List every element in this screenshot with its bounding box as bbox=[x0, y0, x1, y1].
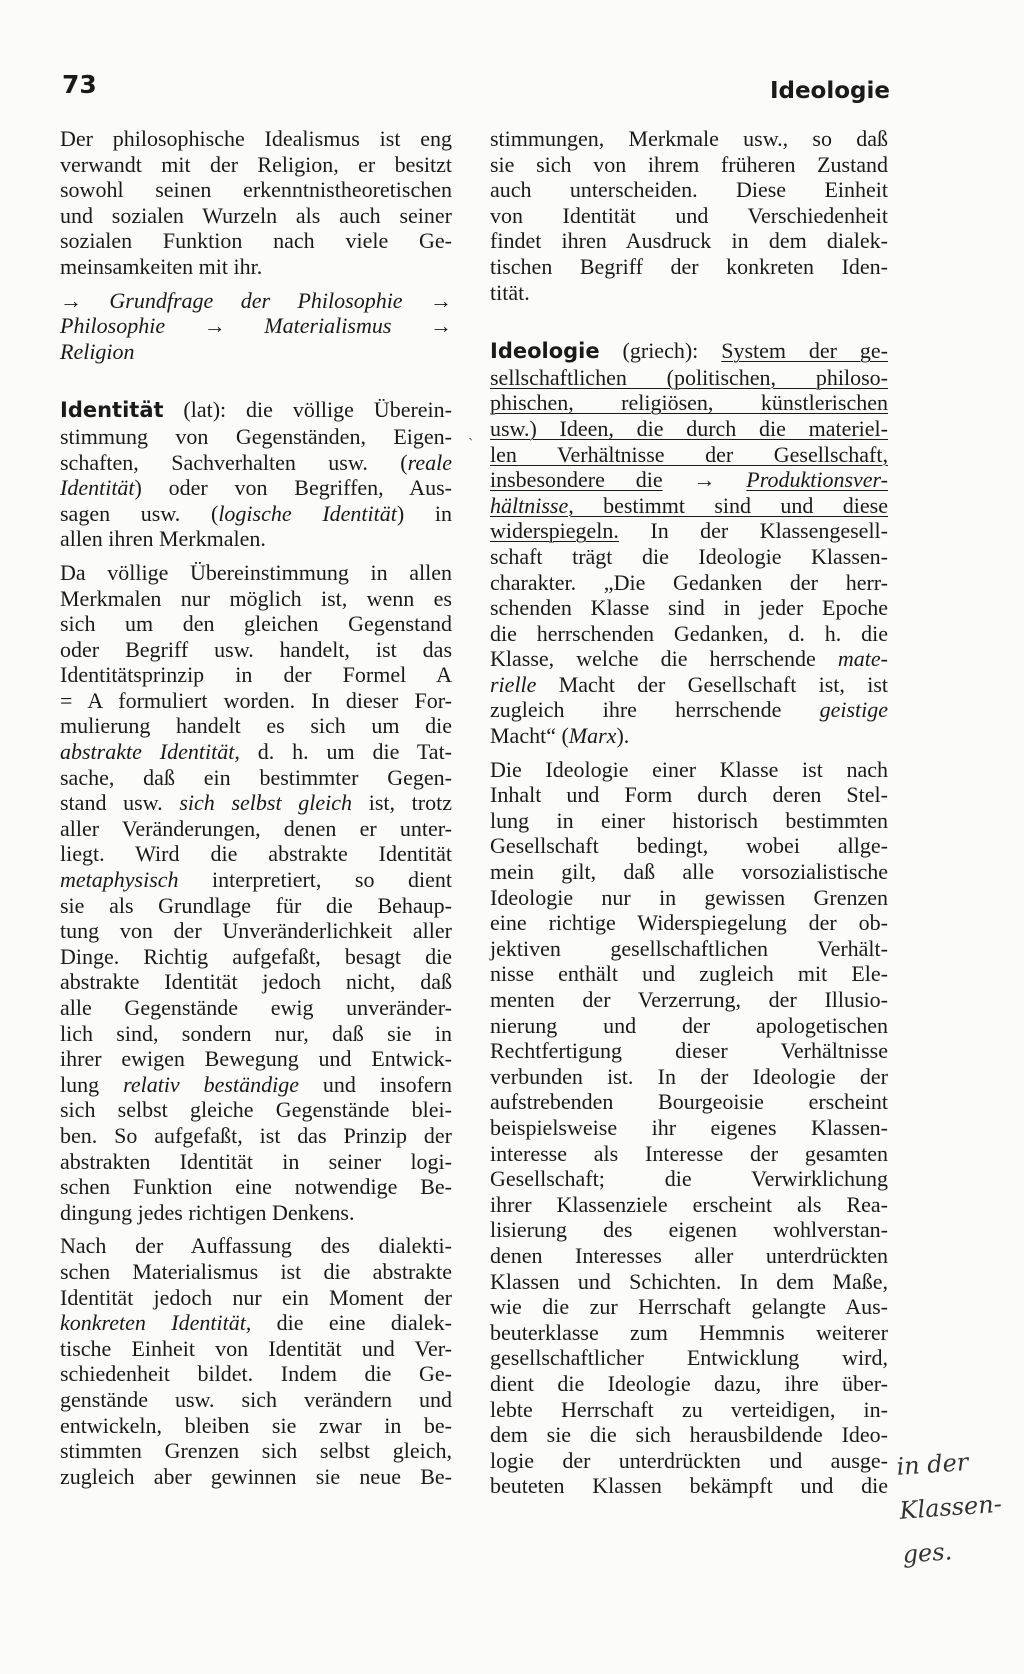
page-number: 73 bbox=[62, 70, 97, 99]
text-line bbox=[60, 177, 452, 203]
text-line bbox=[490, 177, 888, 203]
text-run: sie als Grundlage für die Behaup- bbox=[60, 892, 452, 918]
text-run: Ideologie nur in gewissen Grenzen bbox=[490, 884, 888, 910]
spacer bbox=[490, 749, 888, 757]
text-run: und insofern bbox=[298, 1071, 452, 1097]
text-run: sagen usw. ( bbox=[60, 500, 219, 526]
text-line bbox=[490, 442, 888, 468]
text-run: eine richtige Widerspiegelung der ob- bbox=[490, 910, 888, 936]
text-line bbox=[490, 595, 888, 621]
text-run: geistige bbox=[819, 697, 888, 723]
text-run: Identität jedoch nur ein Moment der bbox=[60, 1284, 452, 1310]
text-run: schiedenheit bildet. Indem die Ge- bbox=[60, 1361, 452, 1387]
text-line bbox=[490, 254, 888, 280]
text-run: interpretiert, so dient bbox=[178, 867, 452, 893]
text-run: entwickeln, bleiben sie zwar in be- bbox=[60, 1412, 452, 1438]
spacer bbox=[490, 305, 888, 338]
text-line bbox=[60, 1387, 452, 1413]
text-line bbox=[60, 1072, 452, 1098]
text-run: beispielsweise ihr eigenes Klassen- bbox=[490, 1114, 888, 1140]
text-run: aller Veränderungen, denen er unter- bbox=[60, 815, 452, 841]
text-run: Die Ideologie einer Klasse ist nach bbox=[490, 756, 888, 782]
text-line bbox=[60, 1285, 452, 1311]
text-line bbox=[60, 1123, 452, 1149]
text-run: tung von der Unveränderlichkeit aller bbox=[60, 918, 452, 944]
text-run: In der Klassengesell- bbox=[618, 518, 888, 544]
text-run: schen Funktion eine notwendige Be- bbox=[60, 1174, 452, 1200]
text-line bbox=[60, 313, 452, 339]
text-run: bestimmt sind und diese bbox=[573, 492, 888, 518]
text-run: Macht“ ( bbox=[490, 723, 569, 749]
text-line bbox=[490, 365, 888, 391]
text-line bbox=[490, 723, 888, 749]
text-run: (lat): die völlige Überein- bbox=[163, 397, 452, 423]
text-line bbox=[60, 1200, 452, 1226]
text-run: charakter. „Die Gedanken der herr- bbox=[490, 569, 888, 595]
text-run: schaft trägt die Ideologie Klassen- bbox=[490, 543, 888, 569]
text-run: liegt. Wird die abstrakte Identität bbox=[60, 841, 452, 867]
text-line bbox=[490, 1013, 888, 1039]
text-line bbox=[60, 586, 452, 612]
text-run: verbunden ist. In der Ideologie der bbox=[490, 1063, 888, 1089]
text-run: menten der Verzerrung, der Illusio- bbox=[490, 987, 888, 1012]
text-line bbox=[490, 1115, 888, 1141]
text-line bbox=[490, 697, 888, 723]
text-run: Gesellschaft bedingt, wobei allge- bbox=[490, 833, 888, 859]
text-run: sich selbst gleiche Gegenstände blei- bbox=[60, 1097, 452, 1123]
text-run: schaften, Sachverhalten usw. ( bbox=[60, 449, 408, 475]
text-run: stimmten Grenzen sich selbst gleich, bbox=[60, 1438, 452, 1464]
text-line bbox=[60, 688, 452, 714]
text-run: konkreten Identität, bbox=[60, 1310, 252, 1336]
text-line bbox=[60, 288, 452, 314]
text-run: stimmung von Gegenständen, Eigen- bbox=[60, 423, 452, 449]
crossref-link: hältnisse, bbox=[490, 492, 574, 518]
text-run: ) in bbox=[396, 500, 452, 526]
text-line bbox=[490, 1422, 888, 1448]
text-run: verwandt mit der Religion, er besitzt bbox=[60, 151, 452, 177]
text-line bbox=[60, 867, 452, 893]
text-run: Rechtfertigung dieser Verhältnisse bbox=[490, 1038, 888, 1064]
text-run: Klasse, welche die herrschende bbox=[490, 646, 838, 672]
text-run: Merkmalen nur möglich ist, wenn es bbox=[60, 585, 452, 611]
text-line bbox=[60, 995, 452, 1021]
text-run: ihrer ewigen Bewegung und Entwick- bbox=[60, 1046, 452, 1072]
text-run: lich sind, sondern nur, daß sie in bbox=[60, 1020, 452, 1046]
text-line bbox=[490, 621, 888, 647]
text-line bbox=[490, 936, 888, 962]
text-run: ist, trotz bbox=[352, 790, 453, 816]
text-run: sache, daß ein bestimmter Gegen- bbox=[60, 764, 452, 790]
text-run: abstrakten Identität in seiner logi- bbox=[60, 1148, 452, 1174]
text-line bbox=[60, 152, 452, 178]
text-line bbox=[490, 1345, 888, 1371]
spacer bbox=[60, 280, 452, 288]
text-line bbox=[60, 475, 452, 501]
text-run: sozialen Funktion nach viele Ge- bbox=[60, 228, 452, 254]
text-run: logische Identität bbox=[218, 500, 397, 526]
text-run: interesse als Interesse der gesamten bbox=[490, 1140, 888, 1166]
text-line bbox=[60, 918, 452, 944]
text-run: System der ge- bbox=[721, 338, 889, 364]
text-run: sich selbst gleich bbox=[179, 790, 353, 816]
margin-note-line: ges. bbox=[901, 1537, 954, 1569]
text-run: gesellschaftlicher Entwicklung wird, bbox=[490, 1345, 888, 1371]
text-line bbox=[490, 672, 888, 698]
text-run: jektiven gesellschaftlichen Verhält- bbox=[490, 935, 888, 961]
text-line bbox=[60, 254, 452, 280]
crossref-arrow-icon: → bbox=[165, 313, 265, 339]
text-line bbox=[490, 1217, 888, 1243]
text-line bbox=[490, 203, 888, 229]
text-line bbox=[60, 560, 452, 586]
text-run: wie die zur Herrschaft gelangte Aus- bbox=[490, 1294, 888, 1320]
text-run: ben. So aufgefaßt, ist das Prinzip der bbox=[60, 1122, 452, 1148]
text-line bbox=[60, 339, 452, 365]
text-line bbox=[490, 1141, 888, 1167]
text-run: relativ beständige bbox=[123, 1071, 299, 1097]
text-line bbox=[490, 1371, 888, 1397]
crossref-link: Materialismus bbox=[264, 313, 392, 339]
text-run: Da völlige Übereinstimmung in allen bbox=[60, 559, 452, 585]
text-line bbox=[490, 782, 888, 808]
text-run: insbesondere die bbox=[490, 467, 663, 493]
spacer bbox=[60, 552, 452, 560]
text-run: die eine dialek- bbox=[251, 1310, 452, 1336]
margin-tick-mark: ` bbox=[468, 436, 474, 453]
text-run: abstrakte Identität jedoch nicht, daß bbox=[60, 969, 452, 995]
crossref-arrow-icon: → bbox=[391, 313, 453, 339]
text-line bbox=[60, 1438, 452, 1464]
text-run: reale bbox=[407, 449, 452, 475]
crossref-arrow-icon: → bbox=[662, 467, 747, 493]
text-run: widerspiegeln. bbox=[490, 518, 619, 544]
text-line bbox=[490, 833, 888, 859]
text-run: tischen Begriff der konkreten Iden- bbox=[490, 253, 888, 279]
text-line bbox=[490, 544, 888, 570]
text-run: lung bbox=[60, 1071, 124, 1097]
text-line bbox=[490, 1473, 888, 1499]
text-line bbox=[490, 757, 888, 783]
text-run: meinsamkeiten mit ihr. bbox=[60, 253, 263, 279]
entry-headword: Identität bbox=[60, 398, 164, 423]
text-line bbox=[490, 1064, 888, 1090]
text-run: beuterklasse zum Hemmnis weiterer bbox=[490, 1319, 888, 1345]
text-run: Nach der Auffassung des dialekti- bbox=[60, 1233, 452, 1259]
text-run: dingung jedes richtigen Denkens. bbox=[60, 1199, 355, 1225]
text-run: zugleich ihre herrschende bbox=[490, 697, 820, 723]
text-line bbox=[490, 987, 888, 1013]
text-run: mein gilt, daß alle vorsozialistische bbox=[490, 859, 888, 885]
text-line bbox=[490, 1397, 888, 1423]
text-run: ihrer Klassenziele erscheint als Rea- bbox=[490, 1191, 888, 1217]
margin-note-line: Klassen- bbox=[898, 1489, 1003, 1525]
text-run: die herrschenden Gedanken, d. h. die bbox=[490, 620, 888, 646]
text-line bbox=[60, 944, 452, 970]
spacer bbox=[60, 1225, 452, 1233]
text-run: abstrakte Identität, bbox=[60, 739, 240, 765]
entry-headword: Ideologie bbox=[490, 339, 600, 364]
text-line bbox=[60, 893, 452, 919]
text-line bbox=[60, 1413, 452, 1439]
text-run: d. h. um die Tat- bbox=[239, 739, 453, 765]
text-run: sich um den gleichen Gegenstand bbox=[60, 611, 452, 637]
text-line bbox=[60, 203, 452, 229]
text-line bbox=[490, 570, 888, 596]
text-line bbox=[60, 1336, 452, 1362]
text-run: (griech): bbox=[599, 338, 722, 364]
text-run: tität. bbox=[490, 279, 530, 305]
text-line bbox=[490, 1448, 888, 1474]
text-line bbox=[60, 126, 452, 152]
text-line bbox=[60, 637, 452, 663]
text-line bbox=[60, 526, 452, 552]
text-line bbox=[60, 1149, 452, 1175]
text-run: stand usw. bbox=[60, 790, 180, 816]
text-line bbox=[490, 1294, 888, 1320]
text-run: tische Einheit von Identität und Ver- bbox=[60, 1335, 452, 1361]
text-run: auch unterscheiden. Diese Einheit bbox=[490, 177, 888, 203]
text-run: sie sich von ihrem früheren Zustand bbox=[490, 151, 888, 177]
text-line bbox=[60, 611, 452, 637]
text-run: Dinge. Richtig aufgefaßt, besagt die bbox=[60, 943, 452, 969]
margin-note-line: in der bbox=[895, 1447, 970, 1481]
text-run: denen Interesses aller unterdrückten bbox=[490, 1242, 888, 1268]
text-run: aufstrebenden Bourgeoisie erscheint bbox=[490, 1089, 888, 1115]
text-line bbox=[60, 841, 452, 867]
crossref-arrow-icon: → bbox=[402, 287, 452, 313]
text-line bbox=[60, 1233, 452, 1259]
text-run: stimmungen, Merkmale usw., so daß bbox=[490, 126, 888, 151]
text-run: mulierung handelt es sich um die bbox=[60, 713, 452, 739]
text-line bbox=[60, 816, 452, 842]
text-line bbox=[60, 790, 452, 816]
spacer bbox=[60, 364, 452, 397]
text-line bbox=[60, 1021, 452, 1047]
text-run: zugleich aber gewinnen sie neue Be- bbox=[60, 1463, 452, 1489]
text-line bbox=[490, 808, 888, 834]
text-run: Gesellschaft; die Verwirklichung bbox=[490, 1166, 888, 1192]
text-line bbox=[490, 961, 888, 987]
text-run: dem sie die sich herausbildende Ideo- bbox=[490, 1422, 888, 1448]
text-line bbox=[60, 1464, 452, 1490]
text-run: allen ihren Merkmalen. bbox=[60, 526, 266, 552]
text-line bbox=[60, 1310, 452, 1336]
text-run: nisse enthält und zugleich mit Ele- bbox=[490, 961, 888, 987]
text-line bbox=[60, 501, 452, 527]
text-run: schen Materialismus ist die abstrakte bbox=[60, 1258, 452, 1284]
text-line bbox=[490, 1269, 888, 1295]
text-line bbox=[60, 662, 452, 688]
text-run: len Verhältnisse der Gesellschaft, bbox=[490, 441, 888, 467]
text-run: alle Gegenstände ewig unveränder- bbox=[60, 995, 452, 1020]
crossref-link: Produktionsver- bbox=[746, 467, 889, 493]
right-column bbox=[490, 126, 888, 1499]
text-line bbox=[490, 1243, 888, 1269]
text-run: metaphysisch bbox=[60, 867, 179, 893]
text-run: Identität bbox=[60, 475, 135, 501]
text-line bbox=[490, 859, 888, 885]
text-line bbox=[490, 493, 888, 519]
text-run: Identitätsprinzip in der Formel A bbox=[60, 662, 452, 688]
text-run: ). bbox=[616, 723, 630, 749]
text-run: Marx bbox=[568, 723, 617, 749]
crossref-arrow-icon: → bbox=[60, 287, 110, 313]
text-run: oder Begriff usw. handelt, ist das bbox=[60, 636, 452, 662]
crossref-link: Grundfrage der Philosophie bbox=[109, 287, 403, 313]
text-line bbox=[490, 1166, 888, 1192]
text-line bbox=[490, 280, 888, 306]
text-run: beuteten Klassen bekämpft und die bbox=[490, 1473, 888, 1499]
text-run: usw.) Ideen, die durch die materiel- bbox=[490, 415, 888, 441]
text-line bbox=[490, 126, 888, 152]
text-line bbox=[490, 390, 888, 416]
text-line bbox=[60, 713, 452, 739]
text-line bbox=[490, 1320, 888, 1346]
text-line bbox=[60, 739, 452, 765]
text-line bbox=[60, 1046, 452, 1072]
text-run: phischen, religiösen, künstlerischen bbox=[490, 390, 888, 416]
text-line bbox=[60, 1361, 452, 1387]
text-run: findet ihren Ausdruck in dem dialek- bbox=[490, 228, 888, 254]
text-run: Inhalt und Form durch deren Stel- bbox=[490, 782, 888, 808]
text-run: logie der unterdrückten und ausge- bbox=[490, 1447, 888, 1473]
text-line bbox=[490, 518, 888, 544]
text-run: dient die Ideologie dazu, ihre über- bbox=[490, 1370, 888, 1396]
text-run: rielle bbox=[490, 671, 537, 697]
text-line bbox=[60, 969, 452, 995]
text-line bbox=[60, 424, 452, 450]
crossref-link: Religion bbox=[60, 338, 135, 364]
text-line bbox=[60, 1174, 452, 1200]
text-line bbox=[60, 450, 452, 476]
text-line bbox=[60, 397, 452, 424]
text-run: und sozialen Wurzeln als auch seiner bbox=[60, 202, 452, 228]
text-line bbox=[490, 910, 888, 936]
text-run: lisierung des eigenen wohlverstan- bbox=[490, 1217, 888, 1243]
text-line bbox=[60, 765, 452, 791]
text-line bbox=[60, 1097, 452, 1123]
text-run: Klassen und Schichten. In dem Maße, bbox=[490, 1268, 888, 1294]
text-run: mate- bbox=[837, 646, 888, 672]
text-run: von Identität und Verschiedenheit bbox=[490, 202, 888, 228]
text-run: sellschaftlichen (politischen, philoso- bbox=[490, 364, 888, 390]
left-column bbox=[60, 126, 452, 1489]
text-line bbox=[60, 1259, 452, 1285]
text-run: lebte Herrschaft zu verteidigen, in- bbox=[490, 1396, 888, 1422]
text-line bbox=[490, 338, 888, 365]
text-line bbox=[490, 1089, 888, 1115]
text-line bbox=[490, 152, 888, 178]
handwritten-margin-note bbox=[895, 1437, 1024, 1577]
text-run: = A formuliert worden. In dieser For- bbox=[60, 687, 452, 713]
text-line bbox=[490, 416, 888, 442]
text-line bbox=[490, 467, 888, 493]
text-run: sowohl seinen erkenntnistheoretischen bbox=[60, 177, 452, 203]
text-run: Der philosophische Idealismus ist eng bbox=[60, 126, 452, 151]
text-run: Macht der Gesellschaft ist, ist bbox=[536, 671, 888, 697]
text-run: schenden Klasse sind in jeder Epoche bbox=[490, 595, 888, 621]
text-line bbox=[490, 1192, 888, 1218]
text-line bbox=[490, 1038, 888, 1064]
text-line bbox=[490, 885, 888, 911]
text-line bbox=[490, 228, 888, 254]
text-run: genstände usw. sich verändern und bbox=[60, 1386, 452, 1412]
text-line bbox=[60, 228, 452, 254]
text-line bbox=[490, 646, 888, 672]
text-run: lung in einer historisch bestimmten bbox=[490, 807, 888, 833]
text-run: ) oder von Begriffen, Aus- bbox=[134, 475, 452, 501]
text-run: nierung und der apologetischen bbox=[490, 1012, 888, 1038]
crossref-link: Philosophie bbox=[60, 313, 166, 339]
running-head: Ideologie bbox=[769, 78, 890, 104]
